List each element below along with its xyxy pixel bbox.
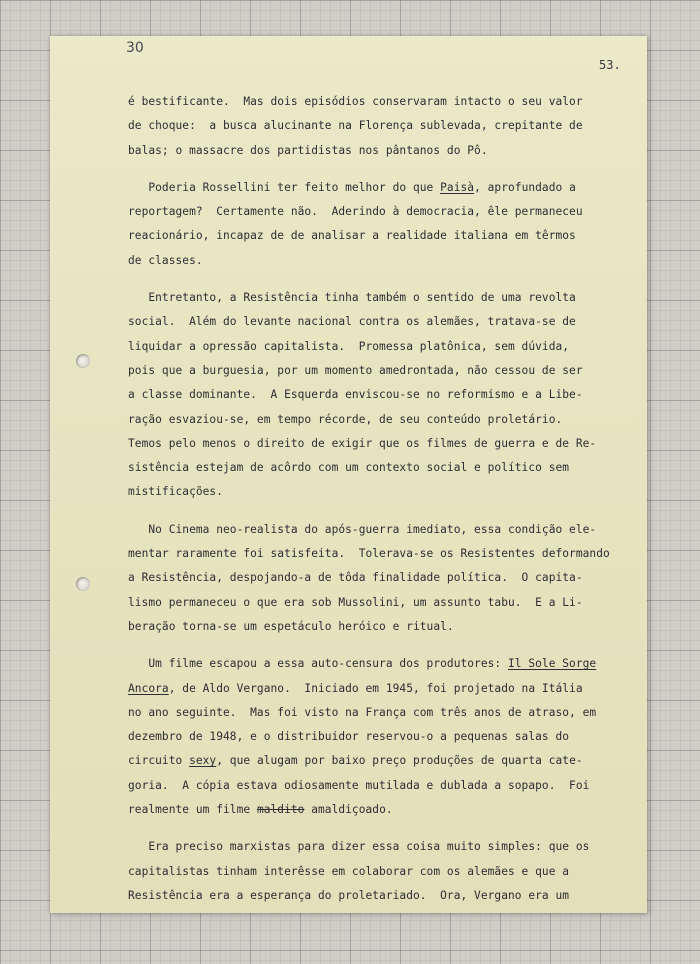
paragraph bbox=[128, 835, 628, 908]
text-line: mistificações. bbox=[128, 485, 223, 499]
text-line: No Cinema neo-realista do após-guerra imediato, essa condição ele- bbox=[128, 522, 597, 536]
text-line: reacionário, incapaz de de analisar a realidade italiana em têrmos bbox=[128, 229, 576, 243]
underlined-title: sexy bbox=[189, 754, 217, 768]
paragraph bbox=[128, 286, 628, 505]
paragraph-gap bbox=[128, 822, 628, 835]
underlined-title: Ancora bbox=[128, 681, 169, 695]
text-line: reportagem? Certamente não. Aderindo à democracia, êle permaneceu bbox=[128, 205, 583, 219]
text-line: beração torna-se um espetáculo heróico e ritual. bbox=[128, 619, 454, 633]
text-line: balas; o massacre dos partidistas nos pântanos do Pô. bbox=[128, 143, 488, 157]
text-line: ração esvaziou-se, em tempo récorde, de seu conteúdo proletário. bbox=[128, 412, 563, 426]
text-line: Poderia Rossellini ter feito melhor do que Paisà, aprofundado a bbox=[128, 180, 576, 194]
text-line: Era preciso marxistas para dizer essa coisa muito simples: que os bbox=[128, 840, 590, 854]
paragraph bbox=[128, 90, 628, 163]
text-line: pois que a burguesia, por um momento amedrontada, não cessou de ser bbox=[128, 363, 583, 377]
text-line: goria. A cópia estava odiosamente mutilada e dublada a sopapo. Foi bbox=[128, 778, 590, 792]
underlined-title: Il Sole Sorge bbox=[507, 657, 597, 671]
punch-hole bbox=[76, 577, 90, 591]
paragraph bbox=[128, 176, 628, 273]
text-line: lismo permaneceu o que era sob Mussolini, um assunto tabu. E a Li- bbox=[128, 595, 583, 609]
text-line: social. Além do levante nacional contra os alemães, tratava-se de bbox=[128, 315, 576, 329]
text-line: capitalistas tinham interêsse em colaborar com os alemães e que a bbox=[128, 864, 570, 878]
text-line: liquidar a opressão capitalista. Promessa platônica, sem dúvida, bbox=[128, 339, 570, 353]
text-line: dezembro de 1948, e o distribuidor reservou-o a pequenas salas do bbox=[128, 730, 570, 744]
text-line: Ancora, de Aldo Vergano. Iniciado em 1945, foi projetado na Itália bbox=[128, 681, 583, 695]
text-line: realmente um filme maldito amaldiçoado. bbox=[128, 803, 393, 817]
punch-hole bbox=[76, 354, 90, 368]
text-line: de choque: a busca alucinante na Florença sublevada, crepitante de bbox=[128, 119, 583, 133]
text-line: Entretanto, a Resistência tinha também o sentido de uma revolta bbox=[128, 291, 576, 305]
text-line: mentar raramente foi satisfeita. Tolerava-se os Resistentes deformando bbox=[128, 547, 610, 561]
text-line: a classe dominante. A Esquerda enviscou-se no reformismo e a Libe- bbox=[128, 388, 583, 402]
text-line: Um filme escapou a essa auto-censura dos produtores: Il Sole Sorge bbox=[128, 657, 597, 671]
text-line: no ano seguinte. Mas foi visto na França com três anos de atraso, em bbox=[128, 705, 597, 719]
body-text bbox=[128, 90, 628, 908]
text-line: de classes. bbox=[128, 253, 203, 267]
text-line: circuito sexy, que alugam por baixo preço produções de quarta cate- bbox=[128, 754, 583, 768]
typewritten-page bbox=[50, 36, 647, 913]
paragraph-gap bbox=[128, 273, 628, 286]
paragraph-gap bbox=[128, 163, 628, 176]
struck-out-word: maldito bbox=[256, 803, 305, 817]
text-line: é bestificante. Mas dois episódios conservaram intacto o seu valor bbox=[128, 95, 583, 108]
text-line: a Resistência, despojando-a de tôda finalidade política. O capita- bbox=[128, 571, 583, 585]
text-line: sistência estejam de acôrdo com um contexto social e político sem bbox=[128, 461, 570, 475]
handwritten-page-number: 30 bbox=[126, 40, 144, 56]
paragraph bbox=[128, 652, 628, 822]
underlined-title: Paisà bbox=[440, 180, 475, 194]
text-line: Temos pelo menos o direito de exigir que os filmes de guerra e de Re- bbox=[128, 436, 597, 450]
paragraph bbox=[128, 518, 628, 639]
paragraph-gap bbox=[128, 639, 628, 652]
typed-page-number: 53. bbox=[599, 58, 621, 72]
text-line: Resistência era a esperança do proletariado. Ora, Vergano era um bbox=[128, 888, 570, 902]
paragraph-gap bbox=[128, 505, 628, 518]
